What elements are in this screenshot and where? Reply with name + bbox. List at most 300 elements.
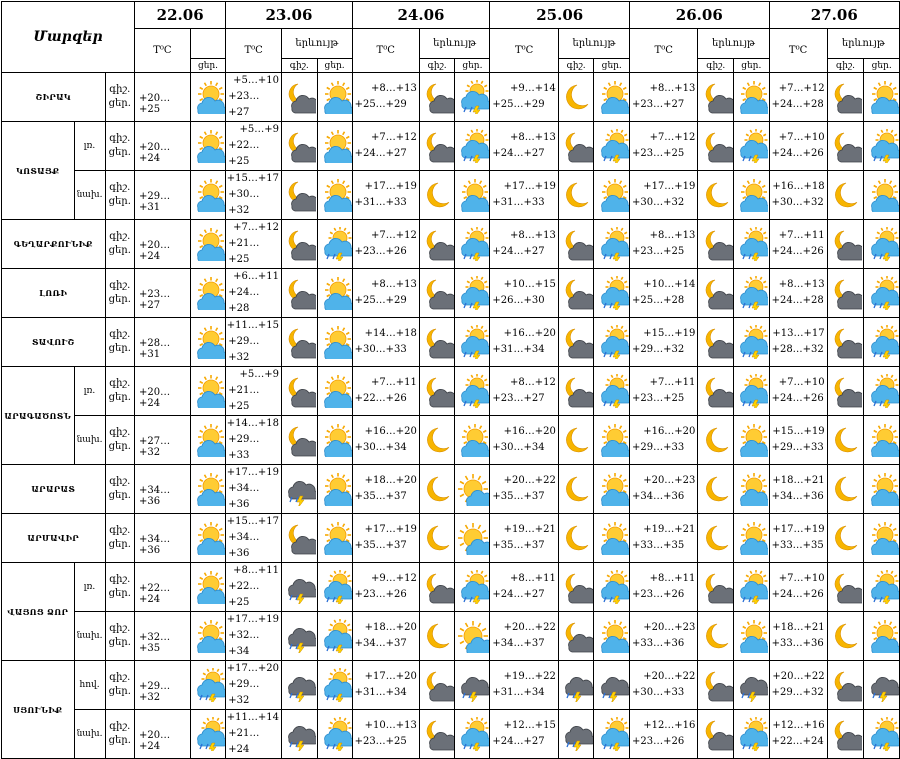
partly-cloudy-icon [455,423,489,457]
day-icon-cell [864,514,900,563]
date-header: 25.06 [490,2,630,29]
temp-range: +18…+20 +35…+37 [352,465,419,514]
day-icon-cell [734,661,770,710]
moon-icon [699,472,733,506]
date-header: 27.06 [769,2,899,29]
thunderstorm-icon [282,570,316,604]
partly-cloudy-icon [191,472,225,506]
night-icon-cell [698,416,734,465]
weather-icon-cell [190,122,226,171]
night-icon-cell [827,661,864,710]
partly-cloudy-icon [734,423,768,457]
sun-thunderstorm-icon [595,717,629,751]
moon-cloud-icon [282,325,316,359]
sun-thunderstorm-icon [865,129,899,163]
sun-thunderstorm-icon [595,276,629,310]
temp-range: +11…+14 +21…+24 [226,710,282,759]
day-icon-cell [455,269,490,318]
night-icon-cell [698,661,734,710]
temp-range: +11…+15 +29…+32 [226,318,282,367]
moon-cloud-icon [559,129,593,163]
moon-icon [559,423,593,457]
sun-thunderstorm-icon [455,325,489,359]
moon-cloud-icon [559,374,593,408]
moon-cloud-icon [420,668,454,702]
temp-range: +16…+20 +30…+34 [490,416,558,465]
day-icon-cell [455,220,490,269]
temp-range: +7…+12 +23…+26 [352,220,419,269]
temp-range: +19…+21 +35…+37 [490,514,558,563]
table-row [2,122,900,171]
day-icon-cell [864,269,900,318]
night-icon-cell [698,612,734,661]
sun-thunderstorm-icon [318,717,352,751]
phenomena-header: երևույթ [419,29,490,59]
day-icon-cell [594,710,630,759]
day-temp: +27…+32 [135,416,191,465]
night-icon-cell [827,465,864,514]
moon-cloud-icon [828,80,862,114]
night-icon-cell [419,73,455,122]
day-icon-cell [317,465,352,514]
temp-range: +8…+13 +24…+28 [769,269,827,318]
day-icon-cell [734,269,770,318]
sun-thunderstorm-icon [455,80,489,114]
night-icon-cell [282,710,318,759]
sun-thunderstorm-icon [455,374,489,408]
sun-thunderstorm-icon [595,374,629,408]
day-temp: +32…+35 [135,612,191,661]
partly-cloudy-icon [734,619,768,653]
day-icon-cell [594,416,630,465]
day-temp: +20…+24 [135,220,191,269]
temp-range: +15…+19 +29…+33 [769,416,827,465]
temp-range: +8…+13 +23…+25 [630,220,698,269]
time-of-day: գիշ. ցեր. [105,269,135,318]
temp-range: +18…+21 +34…+36 [769,465,827,514]
moon-icon [699,423,733,457]
temp-range: +7…+11 +24…+26 [769,220,827,269]
temp-range: +14…+18 +29…+33 [226,416,282,465]
table-row [2,73,900,122]
partly-cloudy-icon [318,472,352,506]
partly-cloudy-icon [865,178,899,212]
temp-range: +8…+12 +23…+27 [490,367,558,416]
weather-icon-cell [190,563,226,612]
temp-header: T⁰C [352,29,419,73]
moon-cloud-icon [282,374,316,408]
night-icon-cell [698,269,734,318]
time-of-day: գիշ. ցեր. [105,318,135,367]
temp-range: +20…+22 +29…+32 [769,661,827,710]
night-icon-cell [419,122,455,171]
night-icon-cell [282,220,318,269]
day-icon-cell [317,122,352,171]
temp-range: +5…+9 +21…+25 [226,367,282,416]
temp-range: +16…+20 +30…+34 [352,416,419,465]
day-icon-cell [317,612,352,661]
weather-icon-cell [190,661,226,710]
moon-cloud-icon [828,227,862,261]
temp-header: T⁰C [490,29,558,73]
night-label: գիշ. [282,59,318,73]
weather-icon-cell [190,710,226,759]
night-icon-cell [419,514,455,563]
night-icon-cell [419,367,455,416]
thunderstorm-icon [282,717,316,751]
sun-thunderstorm-icon [734,570,768,604]
night-icon-cell [558,612,594,661]
moon-cloud-icon [559,227,593,261]
temp-range: +10…+14 +25…+28 [630,269,698,318]
day-icon-cell [317,710,352,759]
zone-name: նախ. [74,416,105,465]
night-icon-cell [827,710,864,759]
moon-icon [828,178,862,212]
thunderstorm-icon [455,668,489,702]
weather-icon-cell [190,367,226,416]
night-icon-cell [419,171,455,220]
sun-thunderstorm-icon [595,325,629,359]
sun-thunderstorm-icon [191,717,225,751]
day-icon-cell [455,171,490,220]
day-icon-cell [317,563,352,612]
region-name: ՍՅՈՒՆԻՔ [2,661,75,759]
partly-cloudy-icon [191,570,225,604]
zone-name: լռ. [74,367,105,416]
day-icon-cell [734,367,770,416]
temp-range: +20…+22 +35…+37 [490,465,558,514]
moon-icon [420,619,454,653]
day-temp: +29…+31 [135,171,191,220]
moon-cloud-icon [828,129,862,163]
region-name: ԱՐԱԳԱԾՈՏՆ [2,367,75,465]
night-icon-cell [698,514,734,563]
zone-name: նախ. [74,612,105,661]
sun-thunderstorm-icon [865,325,899,359]
temp-range: +8…+11 +23…+26 [630,563,698,612]
temp-range: +14…+18 +30…+33 [352,318,419,367]
night-icon-cell [827,563,864,612]
temp-range: +8…+13 +24…+27 [490,122,558,171]
phenomena-header: երևույթ [282,29,353,59]
night-icon-cell [827,514,864,563]
moon-cloud-icon [828,668,862,702]
temp-range: +17…+19 +33…+35 [769,514,827,563]
region-name: ՏԱՎՈՒՇ [2,318,106,367]
day-icon-cell [317,269,352,318]
temp-range: +12…+16 +23…+26 [630,710,698,759]
sun-thunderstorm-icon [318,570,352,604]
temp-range: +7…+11 +22…+26 [352,367,419,416]
night-icon-cell [698,122,734,171]
night-icon-cell [698,220,734,269]
moon-cloud-icon [420,570,454,604]
temp-range: +17…+19 +31…+33 [352,171,419,220]
partly-cloudy-icon [455,178,489,212]
day-icon-cell [734,220,770,269]
night-icon-cell [282,563,318,612]
sun-thunderstorm-icon [734,227,768,261]
sun-thunderstorm-icon [734,129,768,163]
night-icon-cell [827,122,864,171]
time-of-day: գիշ. ցեր. [105,367,135,416]
temp-range: +17…+19 +31…+33 [490,171,558,220]
night-icon-cell [282,269,318,318]
day-label: ցեր. [455,59,490,73]
moon-cloud-icon [828,276,862,310]
night-icon-cell [558,710,594,759]
sun-thunderstorm-icon [865,374,899,408]
moon-cloud-icon [282,129,316,163]
temp-header: T⁰C [226,29,282,73]
moon-cloud-icon [282,178,316,212]
moon-cloud-icon [282,521,316,555]
night-icon-cell [827,171,864,220]
day-icon-cell [455,73,490,122]
moon-icon [828,472,862,506]
partly-cloudy-icon [865,521,899,555]
sun-thunderstorm-icon [318,619,352,653]
day-label: ցեր. [734,59,770,73]
region-name: ԿՈՏԱՅՔ [2,122,75,220]
time-of-day: գիշ. ցեր. [105,465,135,514]
zone-name: հով. [74,661,105,710]
night-icon-cell [827,367,864,416]
night-icon-cell [698,73,734,122]
temp-range: +16…+20 +31…+34 [490,318,558,367]
moon-cloud-icon [282,276,316,310]
moon-icon [559,80,593,114]
phenomena-header: երևույթ [827,29,899,59]
day-icon-cell [455,710,490,759]
night-icon-cell [282,122,318,171]
moon-cloud-icon [828,325,862,359]
sun-thunderstorm-icon [318,227,352,261]
night-label: գիշ. [827,59,864,73]
day-temp: +23…+27 [135,269,191,318]
partly-cloudy-icon [595,80,629,114]
temp-range: +9…+12 +23…+26 [352,563,419,612]
night-icon-cell [558,171,594,220]
partly-cloudy-icon [191,80,225,114]
night-icon-cell [419,612,455,661]
temp-range: +20…+23 +33…+36 [630,612,698,661]
table-row [2,710,900,759]
day-icon-cell [594,220,630,269]
thunderstorm-icon [559,668,593,702]
moon-icon [559,472,593,506]
partly-cloudy-icon [191,178,225,212]
moon-cloud-icon [699,668,733,702]
day-icon-cell [594,367,630,416]
temp-range: +8…+13 +23…+27 [630,73,698,122]
table-row [2,269,900,318]
night-icon-cell [698,171,734,220]
night-icon-cell [419,563,455,612]
day-icon-cell [317,73,352,122]
temp-range: +7…+10 +24…+26 [769,122,827,171]
day-icon-cell [594,171,630,220]
day-icon-cell [594,465,630,514]
time-of-day: գիշ. ցեր. [105,710,135,759]
moon-cloud-icon [699,227,733,261]
sun-thunderstorm-icon [734,325,768,359]
temp-range: +17…+20 +31…+34 [352,661,419,710]
day-icon-cell [594,269,630,318]
temp-range: +13…+17 +28…+32 [769,318,827,367]
time-of-day: գիշ. ցեր. [105,122,135,171]
temp-range: +18…+21 +33…+36 [769,612,827,661]
day-icon-cell [455,318,490,367]
moon-cloud-icon [699,276,733,310]
night-icon-cell [419,465,455,514]
temp-range: +10…+15 +26…+30 [490,269,558,318]
night-icon-cell [558,563,594,612]
partly-cloudy-icon [865,472,899,506]
weather-icon-cell [190,514,226,563]
sun-thunderstorm-icon [318,668,352,702]
moon-cloud-icon [559,325,593,359]
thunderstorm-icon [865,668,899,702]
moon-icon [420,472,454,506]
sun-thunderstorm-icon [455,227,489,261]
partly-cloudy-icon [865,80,899,114]
night-icon-cell [827,220,864,269]
temp-range: +5…+9 +22…+25 [226,122,282,171]
phenomena-header: երևույթ [558,29,629,59]
temp-range: +5…+10 +23…+27 [226,73,282,122]
moon-icon [828,423,862,457]
partly-cloudy-icon [318,129,352,163]
moon-cloud-icon [420,276,454,310]
weather-table [1,1,900,759]
night-icon-cell [698,367,734,416]
region-name: ԱՐՄԱՎԻՐ [2,514,106,563]
temp-range: +17…+19 +35…+37 [352,514,419,563]
day-icon-cell [864,563,900,612]
night-icon-cell [698,563,734,612]
temp-range: +17…+20 +29…+32 [226,661,282,710]
table-row [2,661,900,710]
sun-thunderstorm-icon [455,570,489,604]
day-icon-cell [455,465,490,514]
time-of-day: գիշ. ցեր. [105,563,135,612]
thunderstorm-icon [282,472,316,506]
temp-range: +20…+23 +34…+36 [630,465,698,514]
day-icon-cell [317,514,352,563]
day-icon-cell [455,367,490,416]
day-icon-cell [455,612,490,661]
day-icon-cell [317,416,352,465]
day-icon-cell [594,514,630,563]
day-temp: +20…+24 [135,367,191,416]
day-icon-cell [864,367,900,416]
temp-range: +18…+20 +34…+37 [352,612,419,661]
day-icon-cell [864,122,900,171]
phenomena-header [190,29,226,59]
zone-name: նախ. [74,710,105,759]
partly-cloudy-icon [595,521,629,555]
temp-range: +17…+19 +30…+32 [630,171,698,220]
time-of-day: գիշ. ցեր. [105,416,135,465]
moon-cloud-icon [699,325,733,359]
temp-range: +7…+10 +24…+26 [769,367,827,416]
weather-icon-cell [190,416,226,465]
partly-cloudy-icon [595,423,629,457]
partly-cloudy-icon [595,619,629,653]
partly-cloudy-icon [191,325,225,359]
sun-thunderstorm-icon [595,227,629,261]
moon-cloud-icon [699,570,733,604]
night-icon-cell [282,465,318,514]
night-icon-cell [827,416,864,465]
partly-cloudy-icon [191,129,225,163]
temp-range: +20…+22 +30…+33 [630,661,698,710]
partly-cloudy-icon [191,276,225,310]
partly-cloudy-icon [318,374,352,408]
moon-cloud-icon [828,717,862,751]
table-row [2,563,900,612]
thunderstorm-icon [734,668,768,702]
sun-thunderstorm-icon [595,570,629,604]
night-icon-cell [419,416,455,465]
region-name: ԳԵՂԱՐՔՈՒՆԻՔ [2,220,106,269]
region-header: Մարզեր [2,2,135,73]
time-of-day: գիշ. ցեր. [105,514,135,563]
day-temp: +29…+32 [135,661,191,710]
table-row [2,612,900,661]
sun-thunderstorm-icon [734,276,768,310]
day-icon-cell [594,73,630,122]
time-of-day: գիշ. ցեր. [105,220,135,269]
partly-cloudy-icon [318,423,352,457]
day-label: ցեր. [594,59,630,73]
day-icon-cell [317,220,352,269]
temp-range: +15…+17 +30…+32 [226,171,282,220]
temp-range: +19…+22 +31…+34 [490,661,558,710]
day-icon-cell [864,220,900,269]
day-icon-cell [734,122,770,171]
temp-range: +7…+10 +24…+26 [769,563,827,612]
partly-cloudy-icon [595,472,629,506]
day-icon-cell [317,367,352,416]
temp-header: T⁰C [630,29,698,73]
moon-icon [420,423,454,457]
sun-thunderstorm-icon [865,276,899,310]
night-icon-cell [827,612,864,661]
day-label: ցեր. [317,59,352,73]
night-icon-cell [419,661,455,710]
sunny-icon [455,472,489,506]
night-label: գիշ. [558,59,594,73]
night-icon-cell [827,269,864,318]
night-icon-cell [558,661,594,710]
moon-icon [699,178,733,212]
night-icon-cell [558,73,594,122]
temp-range: +16…+20 +29…+33 [630,416,698,465]
partly-cloudy-icon [191,374,225,408]
table-row [2,220,900,269]
night-label: գիշ. [698,59,734,73]
weather-icon-cell [190,465,226,514]
partly-cloudy-icon [734,521,768,555]
day-icon-cell [734,612,770,661]
day-icon-cell [455,514,490,563]
temp-range: +12…+15 +24…+27 [490,710,558,759]
region-name: ԱՐԱՐԱՏ [2,465,106,514]
moon-cloud-icon [420,717,454,751]
